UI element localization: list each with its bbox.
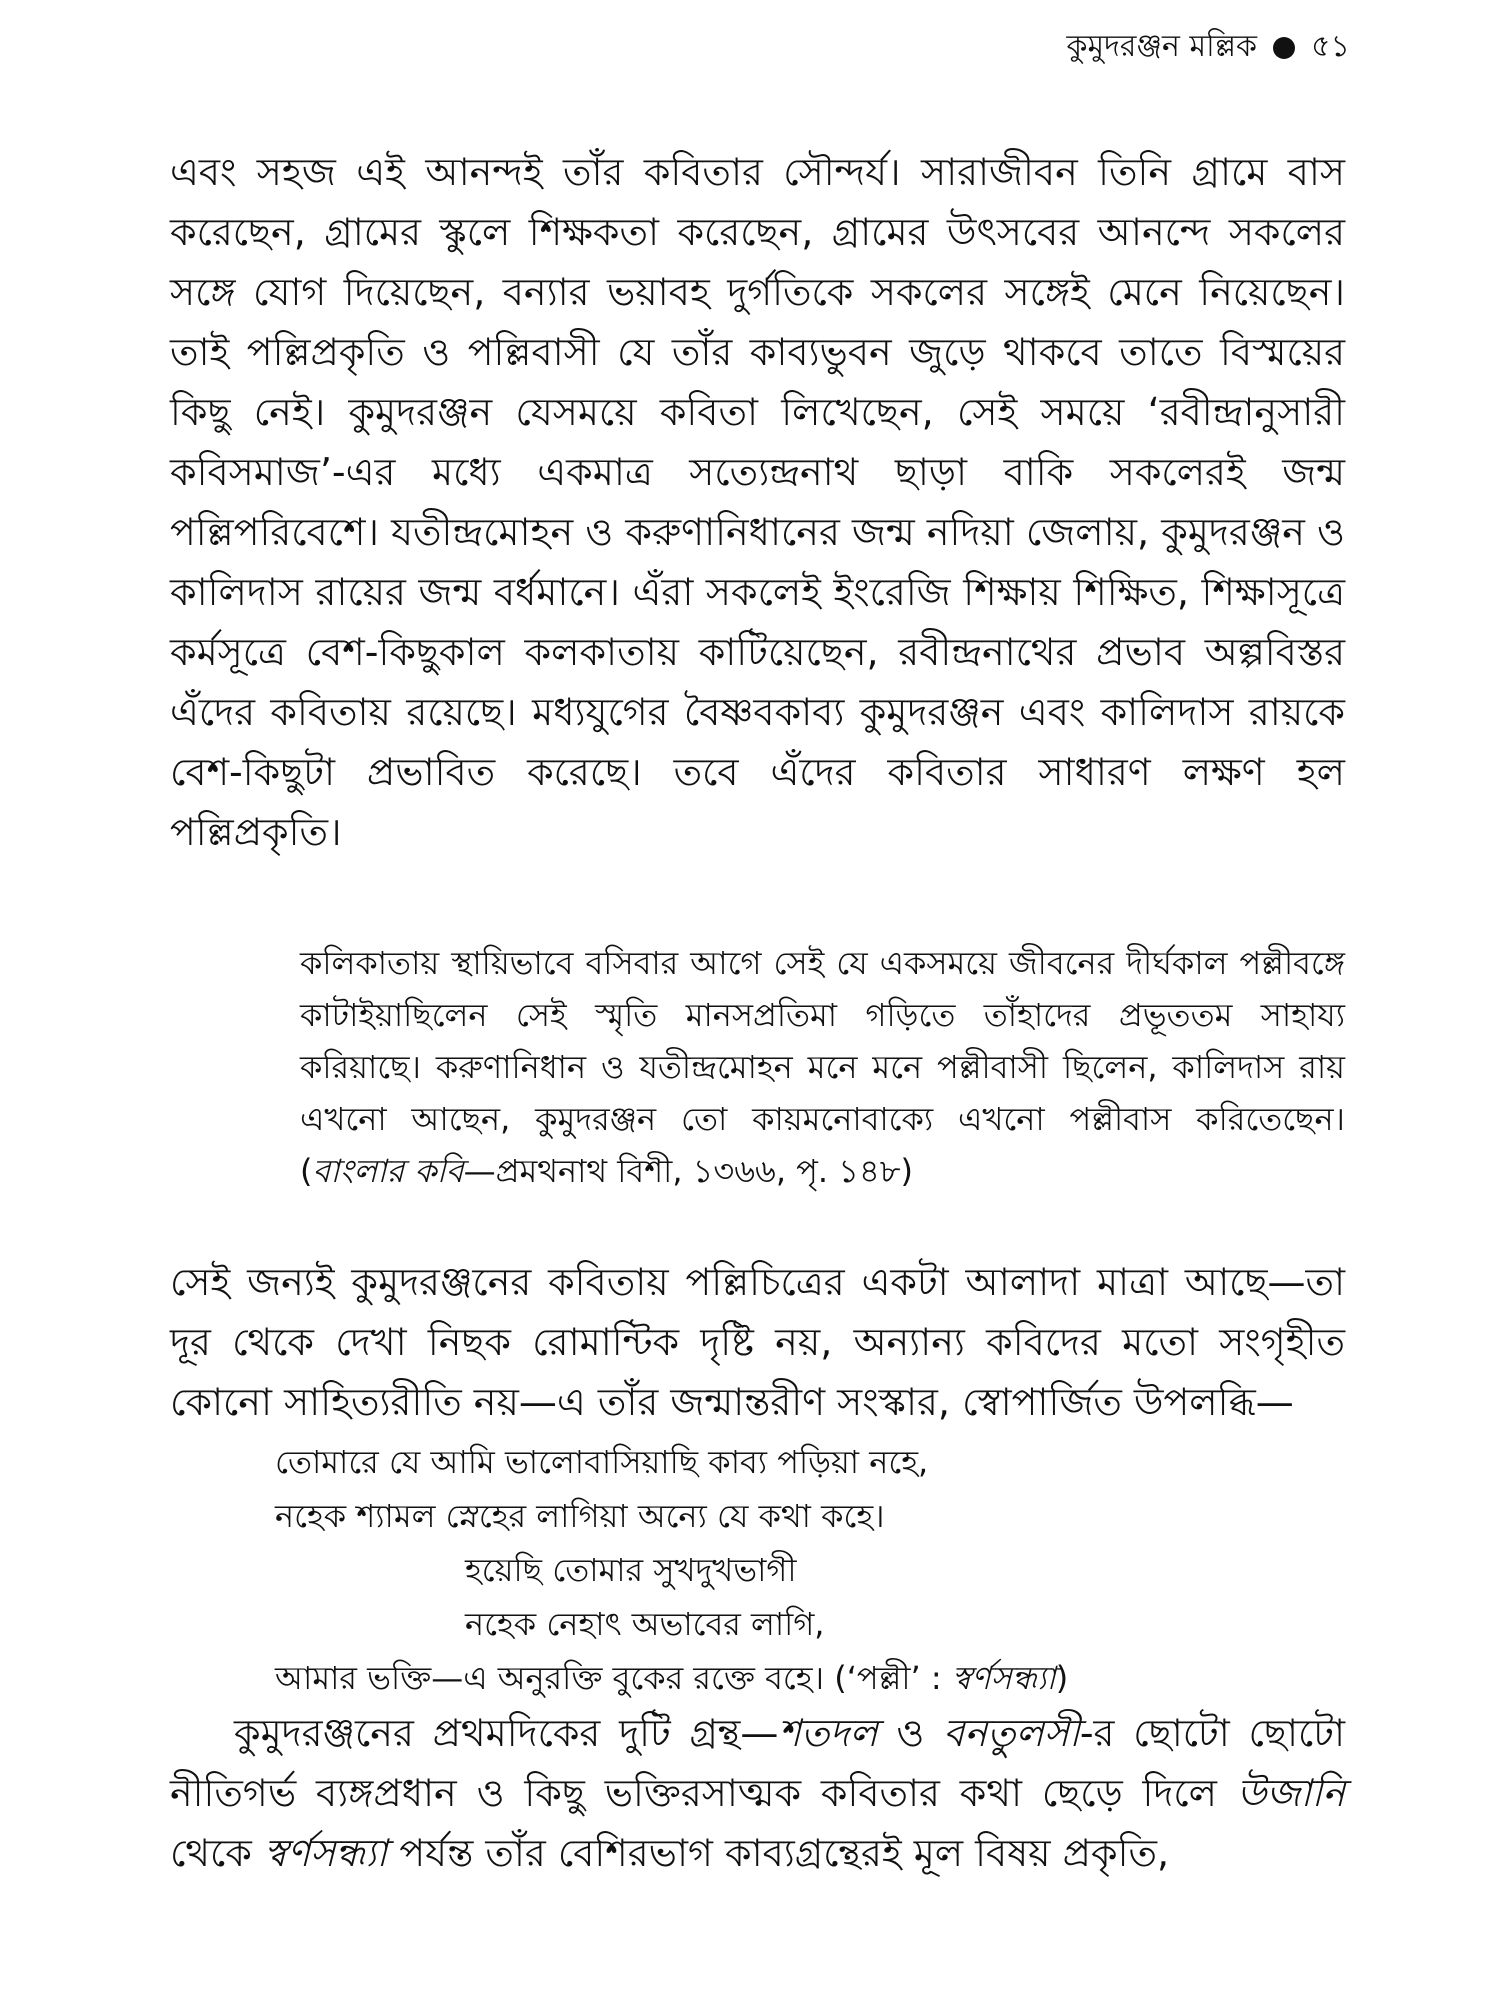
p3-book-4: স্বর্ণসন্ধ্যা [263,1831,388,1875]
page-number: ৫১ [1311,29,1350,64]
verse-line-1: তোমারে যে আমি ভালোবাসিয়াছি কাব্য পড়িয়া নহে, [275,1443,929,1481]
verse-cite-book: স্বর্ণসন্ধ্যা [951,1659,1056,1697]
verse-cite-suffix: ) [1055,1659,1069,1697]
paragraph-3 [170,1703,1345,1883]
verse-line-5 [275,1652,1068,1704]
quote-cite-book: বাংলার কবি [312,1152,464,1190]
running-head [1067,22,1351,73]
verse-line-4: নহেক নেহাৎ অভাবের লাগি, [465,1605,825,1643]
verse-line-5-text: আমার ভক্তি—এ অনুরক্তি বুকের রক্তে বহে। [275,1659,825,1697]
p3-part-4: থেকে [170,1831,264,1875]
paragraph-2: সেই জন্যই কুমুদরঞ্জনের কবিতায় পল্লিচিত্রের একটা আলাদা মাত্রা আছে—তা দূর থেকে দেখা নিছক রোমান্টিক দৃষ্টি নয়, অন্যান্য কবিদের মতো সংগৃহীত কোনো সাহিত্যরীতি নয়—এ তাঁর জন্মান্তরীণ সংস্কার, স্বোপার্জিত উপলব্ধি— [170,1260,1345,1424]
p3-book-2: বনতুলসী [943,1711,1080,1755]
verse-cite-prefix: (‘পল্লী’ : [824,1659,952,1697]
paragraph-1: এবং সহজ এই আনন্দই তাঁর কবিতার সৌন্দর্য। সারাজীবন তিনি গ্রামে বাস করেছেন, গ্রামের স্কুলে শিক্ষকতা করেছেন, গ্রামের উৎসবের আনন্দে সকলের সঙ্গে যোগ দিয়েছেন, বন্যার ভয়াবহ দুর্গতিকে সকলের সঙ্গেই মেনে নিয়েছেন। তাই পল্লিপ্রকৃতি ও পল্লিবাসী যে তাঁর কাব্যভুবন জুড়ে থাকবে তাতে বিস্ময়ের কিছু নেই। কুমুদরঞ্জন যেসময়ে কবিতা লিখেছেন, সেই সময়ে ‘রবীন্দ্রানুসারী কবিসমাজ’-এর মধ্যে একমাত্র সত্যেন্দ্রনাথ ছাড়া বাকি সকলেরই জন্ম পল্লিপরিবেশে। যতীন্দ্রমোহন ও করুণানিধানের জন্ম নদিয়া জেলায়, কুমুদরঞ্জন ও কালিদাস রায়ের জন্ম বর্ধমানে। এঁরা সকলেই ইংরেজি শিক্ষায় শিক্ষিত, শিক্ষাসূত্রে কর্মসূত্রে বেশ-কিছুকাল কলকাতায় কাটিয়েছেন, রবীন্দ্রনাথের প্রভাব অল্পবিস্তর এঁদের কবিতায় রয়েছে। মধ্যযুগের বৈষ্ণবকাব্য কুমুদরঞ্জন এবং কালিদাস রায়কে বেশ-কিছুটা প্রভাবিত করেছে। তবে এঁদের কবিতার সাধারণ লক্ষণ হল পল্লিপ্রকৃতি। [170,150,1345,854]
quote-text: কলিকাতায় স্থায়িভাবে বসিবার আগে সেই যে একসময়ে জীবনের দীর্ঘকাল পল্লীবঙ্গে কাটাইয়াছিলেন সেই স্মৃতি মানসপ্রতিমা গড়িতে তাঁহাদের প্রভূততম সাহায্য করিয়াছে। করুণানিধান ও যতীন্দ্রমোহন মনে মনে পল্লীবাসী ছিলেন, কালিদাস রায় এখনো আছেন, কুমুদরঞ্জন তো কায়মনোবাক্যে এখনো পল্লীবাস করিতেছেন। [300,944,1345,1138]
p3-book-3: উজানি [1236,1771,1345,1815]
quote-cite-rest: —প্রমথনাথ বিশী, ১৩৬৬, পৃ. ১৪৮) [463,1152,914,1190]
p3-part-1: কুমুদরঞ্জনের প্রথমদিকের দুটি গ্রন্থ— [234,1711,779,1755]
p3-part-5: পর্যন্ত তাঁর বেশিরভাগ কাব্যগ্রন্থেরই মূল বিষয় প্রকৃতি, [387,1831,1170,1875]
p3-part-2: ও [877,1711,944,1755]
bullet-icon [1273,37,1295,59]
verse-line-3: হয়েছি তোমার সুখদুখভাগী [465,1551,797,1589]
p3-book-1: শতদল [778,1711,878,1755]
running-title: কুমুদরঞ্জন মল্লিক [1066,29,1258,64]
verse-line-2: নহেক শ্যামল স্নেহের লাগিয়া অন্যে যে কথা কহে। [275,1497,885,1535]
p3-part-3: -র ছোটো ছোটো নীতিগর্ভ ব্যঙ্গপ্রধান ও কিছু ভক্তিরসাত্মক কবিতার কথা ছেড়ে দিলে [170,1711,1345,1815]
quote-cite-open: ( [300,1152,313,1190]
block-quote [300,937,1345,1197]
